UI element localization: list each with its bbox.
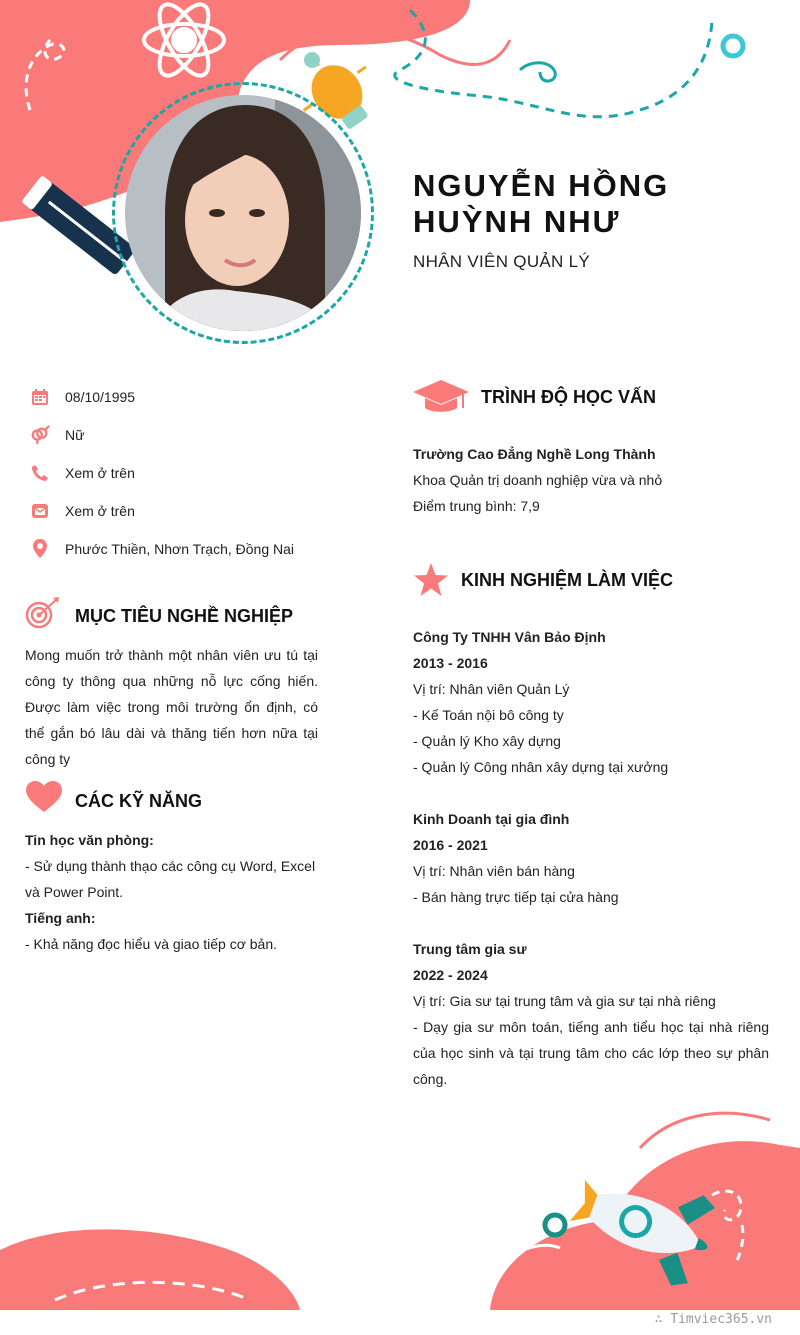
contact-gender-text: Nữ (65, 427, 85, 443)
contact-address (30, 537, 295, 561)
watermark-logo-icon: ∴ (654, 1312, 671, 1327)
avatar (125, 95, 361, 331)
heart-icon (25, 781, 63, 813)
phone-icon (30, 463, 50, 483)
watermark (655, 1312, 772, 1327)
gender-icon (30, 425, 50, 445)
graduation-cap-icon (413, 380, 469, 414)
education-entry (413, 441, 783, 519)
contact-birthday-text: 08/10/1995 (65, 389, 136, 405)
job-company: Công Ty TNHH Vân Bảo Định (413, 629, 606, 645)
skill-heading: Tin học văn phòng: (25, 832, 154, 848)
footer-decoration (0, 1100, 800, 1310)
contact-phone-text: Xem ở trên (65, 465, 135, 481)
target-icon (25, 597, 61, 629)
job-line: - Bán hàng trực tiếp tại cửa hàng (413, 889, 619, 905)
contact-address-text: Phước Thiền, Nhơn Trạch, Đồng Nai (65, 541, 295, 557)
job-line: - Quản lý Kho xây dựng (413, 733, 561, 749)
job-entry (413, 806, 769, 910)
contact-birthday (30, 385, 136, 409)
job-entry (413, 936, 769, 1092)
education-major: Khoa Quản trị doanh nghiệp vừa và nhỏ (413, 472, 663, 488)
education-title: TRÌNH ĐỘ HỌC VẤN (481, 387, 656, 407)
candidate-name: NGUYỄN HỒNG HUỲNH NHƯ (413, 168, 670, 239)
skill-heading: Tiếng anh: (25, 910, 96, 926)
objective-title: MỤC TIÊU NGHỀ NGHIỆP (75, 606, 294, 626)
job-period: 2022 - 2024 (413, 967, 488, 983)
contact-email-text: Xem ở trên (65, 503, 135, 519)
objective-text: Mong muốn trở thành một nhân viên ưu tú tại công ty thông qua những nỗ lực cống hiến. Được làm việc trong môi trường ổn định, có thể gắn bó lâu dài và thăng tiến hơn nữa tại công ty (25, 647, 318, 767)
email-icon (30, 501, 50, 521)
job-line: Vị trí: Nhân viên bán hàng (413, 863, 575, 879)
skill-detail: - Sử dụng thành thạo các công cụ Word, Excel và Power Point. (25, 858, 316, 900)
job-company: Trung tâm gia sư (413, 941, 527, 957)
job-period: 2016 - 2021 (413, 837, 488, 853)
watermark-text: Timviec365.vn (670, 1312, 772, 1327)
job-line: - Quản lý Công nhân xây dựng tại xưởng (413, 759, 669, 775)
experience-title: KINH NGHIỆM LÀM VIỆC (461, 570, 674, 590)
job-period: 2013 - 2016 (413, 655, 488, 671)
skill-detail: - Khả năng đọc hiểu và giao tiếp cơ bản. (25, 936, 278, 952)
job-company: Kinh Doanh tại gia đình (413, 811, 570, 827)
skills-title: CÁC KỸ NĂNG (75, 791, 203, 811)
job-line: Vị trí: Gia sư tại trung tâm và gia sư tại nhà riêng (413, 993, 716, 1009)
candidate-position: NHÂN VIÊN QUẢN LÝ (413, 252, 591, 271)
job-line: - Dạy gia sư môn toán, tiếng anh tiểu học tại nhà riêng của học sinh và tại trung tâm cho các lớp theo sự phân công. (413, 1019, 769, 1087)
location-icon (30, 539, 50, 559)
avatar-frame (112, 82, 374, 344)
job-entry (413, 624, 769, 780)
education-school: Trường Cao Đẳng Nghề Long Thành (413, 446, 656, 462)
job-line: - Kế Toán nội bô công ty (413, 707, 564, 723)
job-line: Vị trí: Nhân viên Quản Lý (413, 681, 570, 697)
calendar-icon (30, 387, 50, 407)
skills-list (25, 827, 318, 957)
contact-gender (30, 423, 85, 447)
education-gpa: Điểm trung bình: 7,9 (413, 498, 540, 514)
contact-phone (30, 461, 135, 485)
star-icon (413, 563, 449, 597)
contact-email (30, 499, 135, 523)
